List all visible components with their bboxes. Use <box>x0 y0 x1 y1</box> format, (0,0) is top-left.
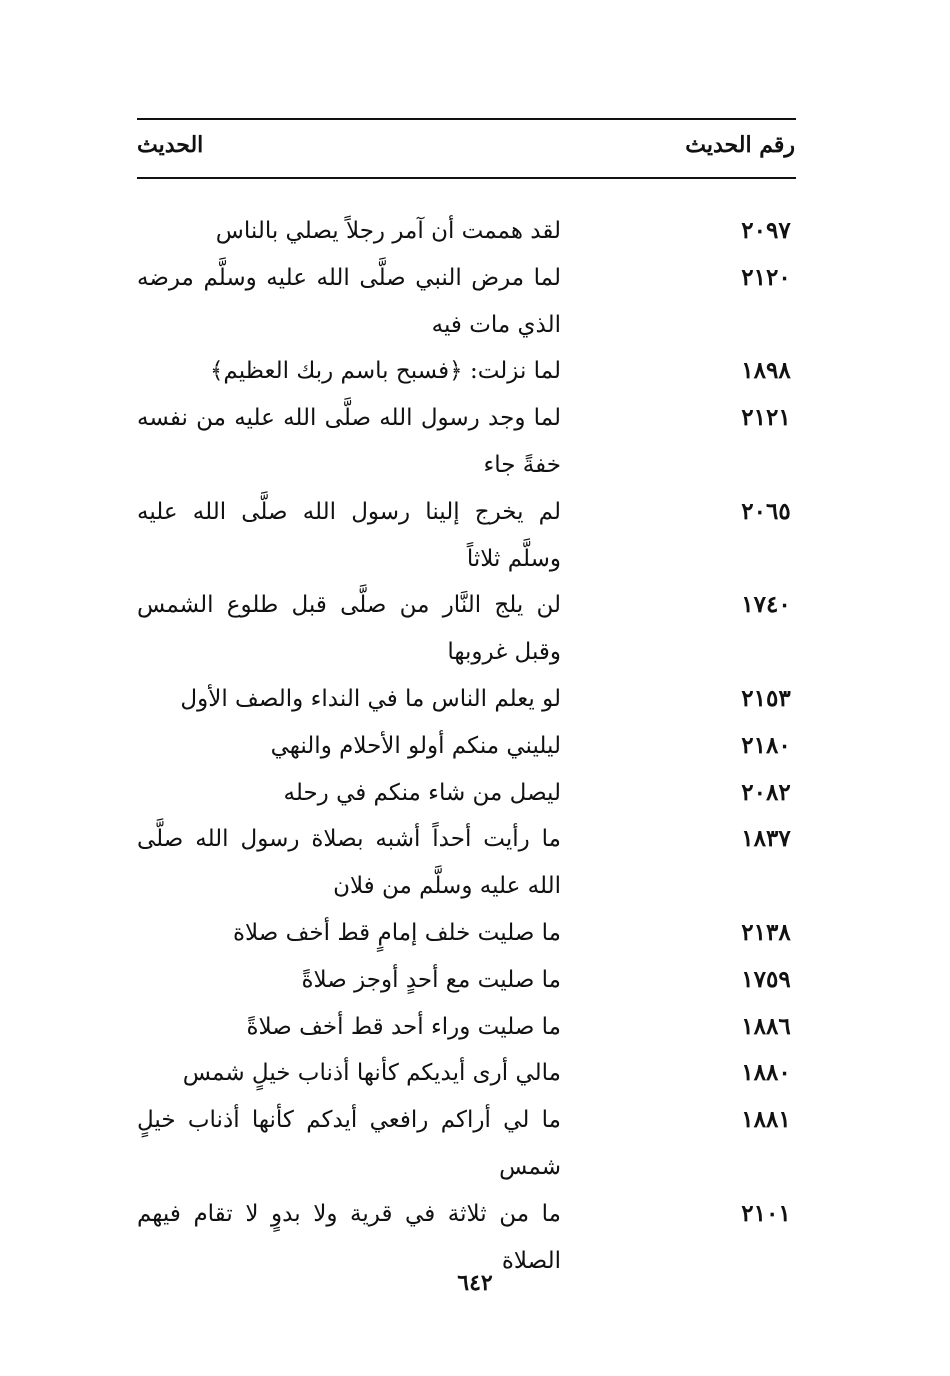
hadith-number: ٢١٨٠ <box>741 731 791 759</box>
table-row <box>137 489 796 583</box>
hadith-number: ٢٠٨٢ <box>741 778 791 806</box>
hadith-number: ١٨٩٨ <box>741 357 791 385</box>
hadith-text: ليليني منكم أولو الأحلام والنهي <box>270 732 561 759</box>
hadith-number: ١٨٣٧ <box>741 825 791 853</box>
table-row <box>137 1097 796 1191</box>
hadith-number: ١٨٨٦ <box>741 1012 791 1040</box>
table-row <box>137 1050 796 1097</box>
hadith-number: ٢٠٦٥ <box>741 497 791 525</box>
table-row <box>137 208 796 255</box>
header-number: رقم الحديث <box>685 132 795 158</box>
hadith-number: ٢١٠١ <box>741 1199 791 1227</box>
hadith-number: ١٧٥٩ <box>741 965 791 993</box>
hadith-number: ١٧٤٠ <box>741 591 791 619</box>
table-row <box>137 723 796 770</box>
table-row <box>137 255 796 349</box>
table-row <box>137 816 796 910</box>
hadith-text: ما صليت مع أحدٍ أوجز صلاةً <box>301 966 561 993</box>
top-rule <box>137 118 796 120</box>
hadith-text: لما وجد رسول الله صلَّى الله عليه من نفسه خفةً جاء <box>137 405 561 478</box>
page-number: ٦٤٢ <box>457 1270 493 1296</box>
hadith-number: ١٨٨١ <box>741 1106 791 1134</box>
hadith-text: لما نزلت: ﴿فسبح باسم ربك العظيم﴾ <box>209 358 561 385</box>
hadith-number: ٢١٣٨ <box>741 918 791 946</box>
hadith-number: ٢١٥٣ <box>741 684 791 712</box>
hadith-number: ٢٠٩٧ <box>741 217 791 244</box>
hadith-number: ٢١٢٠ <box>741 263 791 291</box>
hadith-text: ما من ثلاثة في قرية ولا بدوٍ لا تقام فيهم الصلاة <box>137 1200 561 1274</box>
table-row <box>137 770 796 817</box>
hadith-text: لم يخرج إلينا رسول الله صلَّى الله عليه وسلَّم ثلاثاً <box>137 498 561 572</box>
header-bottom-rule <box>137 177 796 179</box>
hadith-text: ما صليت خلف إمامٍ قط أخف صلاة <box>232 919 561 946</box>
hadith-text: ليصل من شاء منكم في رحله <box>283 779 561 806</box>
hadith-text: ما لي أراكم رافعي أيدكم كأنها أذناب خيلٍ شمس <box>137 1107 561 1180</box>
table-row <box>137 957 796 1004</box>
hadith-text: لما مرض النبي صلَّى الله عليه وسلَّم مرضه الذي مات فيه <box>137 264 561 338</box>
hadith-text: لقد هممت أن آمر رجلاً يصلي بالناس <box>215 218 561 244</box>
hadith-text: ما رأيت أحداً أشبه بصلاة رسول الله صلَّى الله عليه وسلَّم من فلان <box>137 826 561 900</box>
header-text: الحديث <box>137 132 204 158</box>
table-row <box>137 582 796 676</box>
hadith-text: لن يلج النَّار من صلَّى قبل طلوع الشمس وقبل غروبها <box>137 592 561 666</box>
table-row <box>137 676 796 723</box>
hadith-number: ١٨٨٠ <box>741 1059 791 1087</box>
hadith-text: ما صليت وراء أحد قط أخف صلاةً <box>246 1013 561 1040</box>
hadith-number: ٢١٢١ <box>741 404 791 432</box>
hadith-text: لو يعلم الناس ما في النداء والصف الأول <box>180 685 561 712</box>
table-row <box>137 348 796 395</box>
table-row <box>137 910 796 957</box>
table-row <box>137 395 796 489</box>
table-row <box>137 1004 796 1051</box>
hadith-text: مالي أرى أيديكم كأنها أذناب خيلٍ شمس <box>182 1060 561 1087</box>
hadith-index-list <box>137 208 796 1284</box>
